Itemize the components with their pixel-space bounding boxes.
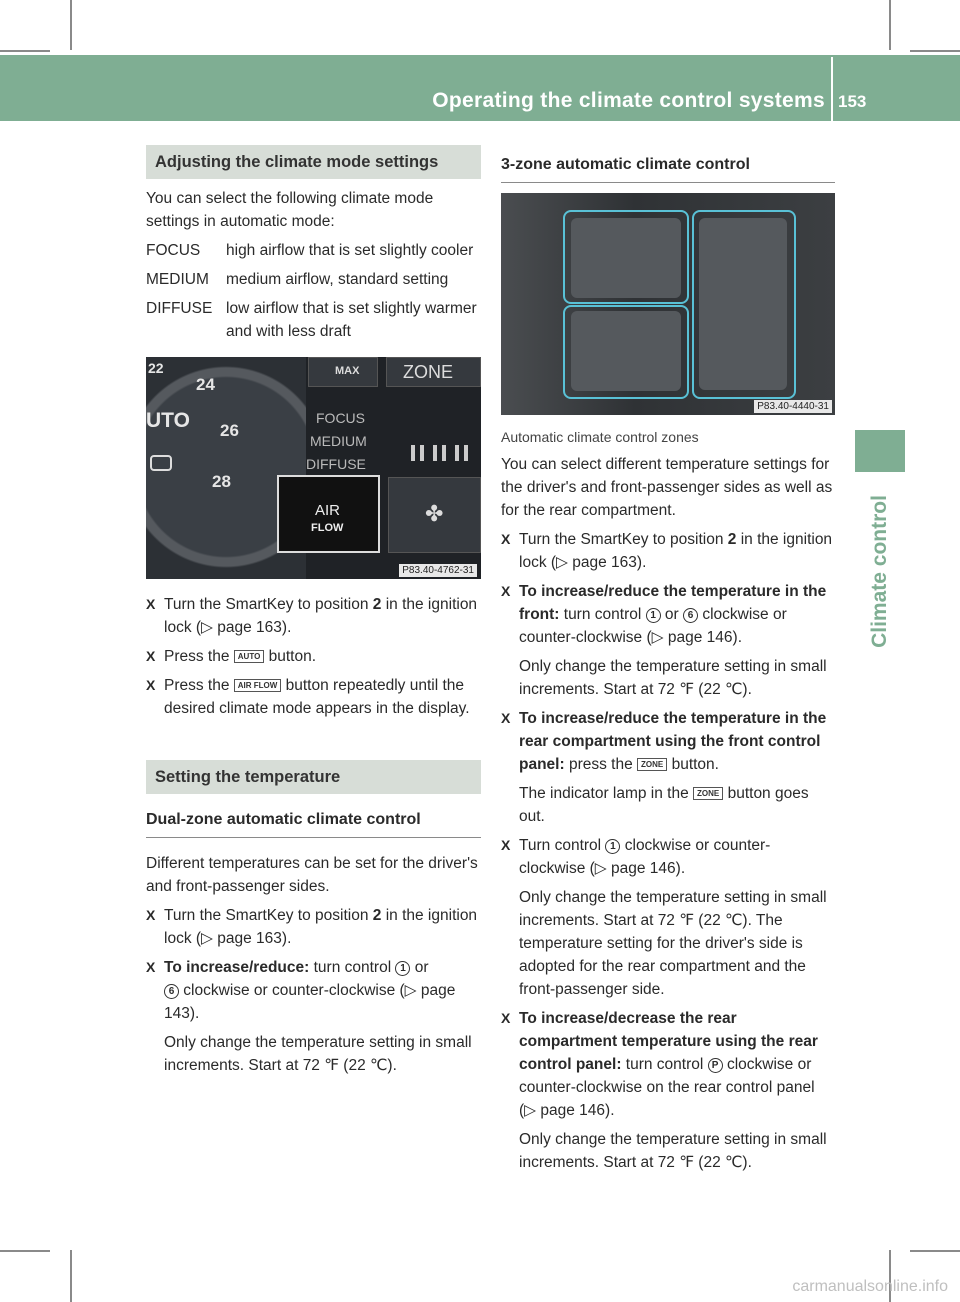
crop-mark (0, 50, 50, 52)
mode-term: FOCUS (146, 242, 201, 259)
temp-mark: 28 (212, 472, 231, 491)
zone-driver-outline (563, 210, 689, 304)
auto-button-icon: AUTO (234, 650, 265, 663)
step-text: in the ignition lock (▷ page 163). (519, 531, 833, 571)
side-tab-text: Climate control (867, 494, 891, 648)
step-text: button. (667, 756, 719, 773)
step-text: Press the (164, 677, 234, 694)
intro-paragraph: You can select the following climate mode settings in automatic mode: (146, 190, 434, 230)
step-marker: X (501, 710, 511, 726)
zone-passenger-outline (563, 305, 689, 399)
temp-mark: 22 (148, 360, 164, 376)
image-code: P83.40-4762-31 (399, 564, 477, 577)
paragraph: You can select different temperature settings for the driver's and front-passenger sides as well as for the rear compartment. (501, 456, 833, 519)
step-marker: X (146, 959, 156, 975)
step-text: Turn the SmartKey to position (164, 596, 373, 613)
note-text: The indicator lamp in the (519, 785, 694, 802)
temp-mark: 26 (220, 421, 239, 440)
mode-term: DIFFUSE (146, 300, 213, 317)
step-marker: X (146, 907, 156, 923)
list-item (501, 528, 835, 574)
step-marker: X (146, 648, 156, 664)
fan-level-bars (411, 445, 477, 461)
step-marker: X (501, 837, 511, 853)
step-text: Turn control (519, 837, 606, 854)
step-marker: X (146, 677, 156, 693)
page-number: 153 (838, 92, 867, 111)
list-item (501, 707, 835, 828)
step-keyword: To increase/reduce: (164, 959, 310, 976)
mode-desc: medium airflow, standard setting (226, 271, 449, 288)
step-bold: 2 (372, 596, 382, 613)
step-marker: X (501, 583, 511, 599)
step-text: or (660, 606, 684, 623)
step-text: clockwise or counter-clockwise (▷ page 143). (164, 982, 456, 1022)
image-code: P83.40-4440-31 (754, 400, 832, 413)
crop-mark (70, 0, 72, 50)
list-item (501, 1007, 835, 1174)
auto-text: UTO (146, 409, 190, 432)
step-text: clockwise or counter-clockwise on the rear control panel (▷ page 146). (519, 1056, 815, 1119)
diffuse-label: DIFFUSE (306, 456, 366, 472)
crop-mark (70, 1250, 72, 1302)
list-item (501, 834, 835, 1001)
mode-desc: low airflow that is set slightly warmer and with less draft (226, 300, 477, 340)
step-text: in the ignition lock (▷ page 163). (164, 596, 478, 636)
step-text: turn control (559, 606, 646, 623)
focus-label: FOCUS (316, 410, 365, 426)
step-bold: 2 (372, 907, 382, 924)
watermark: carmanualsonline.info (792, 1278, 948, 1295)
step-text: button repeatedly until the desired climate mode appears in the display. (164, 677, 470, 717)
flow-label: FLOW (311, 522, 344, 534)
list-item (146, 674, 481, 720)
list-item (146, 593, 481, 639)
temp-mark: 24 (196, 375, 215, 394)
zone-button-icon: ZONE (637, 758, 667, 771)
step-text: in the ignition lock (▷ page 163). (164, 907, 478, 947)
list-item (146, 268, 481, 291)
max-defrost-button (308, 357, 378, 387)
crop-mark (0, 1250, 50, 1252)
control-1-icon: 1 (395, 961, 410, 976)
step-note: Only change the temperature setting in small increments. Start at 72 ℉ (22 ℃). The temperature setting for the driver's side is adopted for the rear compartment and the front-passenger side. (519, 889, 827, 998)
header-separator (831, 57, 833, 121)
note-text: button goes out. (519, 785, 809, 825)
step-note (519, 782, 835, 828)
step-keyword: To increase/reduce the temperature in the rear compartment using the front control panel: (519, 710, 827, 773)
step-text: or (410, 959, 429, 976)
step-note: Only change the temperature setting in small increments. Start at 72 ℉ (22 ℃). (519, 658, 827, 698)
zone-label: ZONE (403, 362, 454, 382)
list-item (146, 956, 481, 1077)
air-label: AIR (315, 502, 341, 519)
crop-mark (910, 50, 960, 52)
zone-rear-outline (692, 210, 796, 399)
medium-label: MEDIUM (310, 433, 367, 449)
step-keyword: To increase/decrease the rear compartment temperature using the rear control panel: (519, 1010, 818, 1073)
side-tab-marker (855, 430, 905, 472)
list-item (146, 239, 481, 262)
subsection-heading: Dual-zone automatic climate control (146, 808, 481, 838)
crop-mark (889, 0, 891, 50)
step-note: Only change the temperature setting in small increments. Start at 72 ℉ (22 ℃). (519, 1131, 827, 1171)
step-text: Turn the SmartKey to position (164, 907, 373, 924)
step-bold: 2 (727, 531, 737, 548)
step-text: clockwise or counter-clockwise (▷ page 146). (519, 606, 787, 646)
page-header-title: Operating the climate control systems (432, 89, 825, 112)
step-text: turn control (309, 959, 396, 976)
step-text: Turn the SmartKey to position (519, 531, 728, 548)
step-text: press the (564, 756, 638, 773)
control-6-icon: 6 (164, 984, 179, 999)
max-label: MAX (335, 365, 360, 377)
control-6-icon: 6 (683, 608, 698, 623)
air-flow-button (277, 475, 380, 553)
paragraph: Different temperatures can be set for the driver's and front-passenger sides. (146, 855, 478, 895)
section-heading: Setting the temperature (146, 760, 481, 794)
step-text: turn control (621, 1056, 708, 1073)
list-item (146, 297, 481, 343)
mode-desc: high airflow that is set slightly cooler (226, 242, 474, 259)
climate-panel-image (146, 357, 481, 579)
list-item (501, 580, 835, 701)
side-tab-label (852, 481, 906, 661)
subsection-heading: 3-zone automatic climate control (501, 153, 835, 183)
car-zones-image (501, 193, 835, 415)
crop-mark (910, 1250, 960, 1252)
step-text: clockwise or counter-clockwise (▷ page 146). (519, 837, 771, 877)
step-text: Press the (164, 648, 234, 665)
figure-caption: Automatic climate control zones (501, 429, 699, 445)
step-keyword: To increase/reduce the temperature in the front: (519, 583, 827, 623)
list-item (146, 904, 481, 950)
control-1-icon: 1 (605, 839, 620, 854)
step-marker: X (501, 531, 511, 547)
step-text: button. (264, 648, 317, 665)
airflow-button-icon: AIR FLOW (234, 679, 282, 692)
section-heading: Adjusting the climate mode settings (146, 145, 481, 179)
steps-list (146, 593, 481, 720)
step-note: Only change the temperature setting in small increments. Start at 72 ℉ (22 ℃). (164, 1034, 472, 1074)
step-marker: X (146, 596, 156, 612)
mode-term: MEDIUM (146, 271, 209, 288)
fan-button (388, 477, 481, 553)
mode-list (146, 239, 481, 343)
list-item (146, 645, 481, 668)
zone-button (386, 357, 481, 387)
fan-icon: ✤ (425, 501, 444, 526)
defrost-icon (150, 455, 172, 471)
control-p-icon: P (708, 1058, 723, 1073)
zone-button-icon: ZONE (693, 787, 723, 800)
control-1-icon: 1 (646, 608, 661, 623)
left-column (146, 145, 481, 1083)
right-column (501, 145, 835, 1180)
step-marker: X (501, 1010, 511, 1026)
